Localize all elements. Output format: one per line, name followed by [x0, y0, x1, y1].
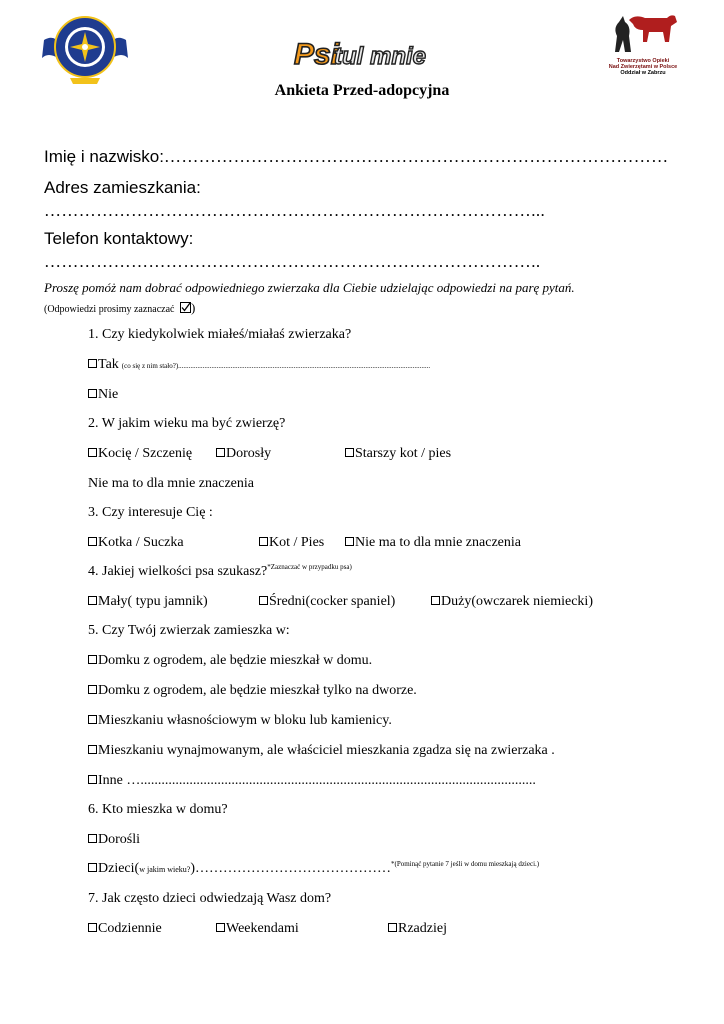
q6-opt2-age-note: w jakim wieku?: [139, 865, 191, 874]
q2-option-adult[interactable]: [216, 446, 271, 462]
q2-opt2-label: Dorosły: [226, 446, 272, 461]
checkbox[interactable]: [88, 745, 97, 754]
towarzystwo-emblem-logo: [40, 12, 130, 88]
toz-line-3: Oddział w Zabrzu: [620, 70, 666, 76]
dog-cat-silhouette-icon: [605, 12, 681, 56]
q2-opt3-label: Starszy kot / pies: [355, 446, 452, 461]
q7-opt3-label: Rzadziej: [398, 921, 447, 936]
question-3: 3. Czy interesuje Cię :: [88, 505, 213, 520]
hint-line: [44, 300, 195, 316]
checkbox[interactable]: [388, 923, 397, 932]
q4-text: 4. Jakiej wielkości psa szukasz?: [88, 564, 268, 579]
q5-opt4-label: Mieszkaniu wynajmowanym, ale właściciel mieszkania zgadza się na zwierzaka .: [98, 743, 555, 758]
q2-option-kitten-puppy[interactable]: [88, 446, 192, 462]
question-4: [88, 564, 352, 580]
psitul-mnie-logo: [290, 30, 440, 78]
q5-option-rented-flat[interactable]: [88, 743, 555, 759]
hint-close: ): [191, 300, 196, 315]
q5-opt3-label: Mieszkaniu własnościowym w bloku lub kamienicy.: [98, 713, 392, 728]
q7-opt1-label: Codziennie: [98, 921, 162, 936]
q6-option-adults[interactable]: [88, 832, 140, 848]
q4-option-small[interactable]: [88, 594, 208, 610]
toz-line-2: Nad Zwierzętami w Polsce: [608, 64, 678, 70]
q2-option-senior[interactable]: [345, 446, 451, 462]
checkbox[interactable]: [431, 596, 440, 605]
checkbox[interactable]: [88, 389, 97, 398]
toz-zabrze-logo: [605, 12, 681, 82]
q6-option-children[interactable]: [88, 861, 539, 877]
q4-option-medium[interactable]: [259, 594, 395, 610]
question-2: 2. W jakim wieku ma być zwierzę?: [88, 416, 286, 431]
question-6: 6. Kto mieszka w domu?: [88, 802, 228, 817]
checkbox[interactable]: [345, 537, 354, 546]
checkbox[interactable]: [88, 775, 97, 784]
checkbox[interactable]: [88, 834, 97, 843]
question-1: 1. Czy kiedykolwiek miałeś/miałaś zwierzaka?: [88, 327, 352, 342]
checked-box-icon: [180, 302, 191, 313]
question-5: 5. Czy Twój zwierzak zamieszka w:: [88, 623, 290, 638]
hint-text: (Odpowiedzi prosimy zaznaczać: [44, 304, 175, 315]
checkbox[interactable]: [88, 685, 97, 694]
checkbox[interactable]: [88, 596, 97, 605]
q4-opt1-label: Mały( typu jamnik): [98, 594, 208, 609]
q7-option-rarely[interactable]: [388, 921, 447, 937]
name-dots: ……………………………………………………………………………: [163, 147, 669, 166]
q1-no-label: Nie: [98, 387, 119, 402]
checkbox[interactable]: [259, 596, 268, 605]
checkbox[interactable]: [345, 448, 354, 457]
q7-opt2-label: Weekendami: [226, 921, 299, 936]
checkbox[interactable]: [88, 715, 97, 724]
address-label: Adres zamieszkania:: [44, 178, 201, 197]
logo-part-tul-mnie: tul mnie: [334, 43, 427, 70]
q3-option-no-matter[interactable]: [345, 535, 521, 551]
logo-part-psi: Psi: [294, 38, 340, 71]
checkbox[interactable]: [259, 537, 268, 546]
q7-option-daily[interactable]: [88, 921, 162, 937]
q6-opt2-label: Dzieci(: [98, 861, 140, 876]
q1-yes-note: (co się z nim stało?): [121, 362, 179, 370]
q2-opt1-label: Kocię / Szczenię: [98, 446, 193, 461]
checkbox[interactable]: [216, 448, 225, 457]
q3-option-female[interactable]: [88, 535, 184, 551]
q1-option-no[interactable]: [88, 387, 118, 403]
phone-label: Telefon kontaktowy:: [44, 229, 194, 248]
q1-yes-dots: ................................................................................................................................................: [178, 362, 431, 370]
q5-option-house-indoor[interactable]: [88, 653, 372, 669]
name-label: Imię i nazwisko:: [44, 147, 164, 166]
q5-opt2-label: Domku z ogrodem, ale będzie mieszkał tylko na dworze.: [98, 683, 417, 698]
toz-line-1: Towarzystwo Opieki: [616, 58, 670, 64]
q3-opt2-label: Kot / Pies: [269, 535, 325, 550]
question-7: 7. Jak często dzieci odwiedzają Wasz dom?: [88, 891, 332, 906]
q7-option-weekends[interactable]: [216, 921, 299, 937]
checkbox[interactable]: [88, 359, 97, 368]
checkbox[interactable]: [88, 863, 97, 872]
q4-note: *Zaznaczać w przypadku psa): [267, 563, 352, 571]
q5-option-owned-flat[interactable]: [88, 713, 392, 729]
q6-opt2-dots: )……………………………………: [190, 861, 391, 876]
name-field[interactable]: [44, 147, 669, 167]
q4-opt2-label: Średni(cocker spaniel): [269, 594, 396, 609]
q3-option-male[interactable]: [259, 535, 324, 551]
checkbox[interactable]: [216, 923, 225, 932]
phone-dots-line[interactable]: …………………………………………………………………………..: [44, 252, 541, 271]
q5-opt5-label: Inne ….................................................................................................................: [98, 773, 536, 788]
intro-text: Proszę pomóż nam dobrać odpowiedniego zwierzaka dla Ciebie udzielając odpowiedzi na parę pytań.: [44, 280, 575, 295]
q1-option-yes[interactable]: [88, 357, 430, 373]
q6-opt1-label: Dorośli: [98, 832, 140, 847]
q5-option-house-outdoor[interactable]: [88, 683, 417, 699]
q6-skip-note: *(Pominąć pytanie 7 jeśli w domu mieszkają dzieci.): [390, 860, 540, 868]
q1-yes-label: Tak: [98, 357, 119, 372]
q5-option-other[interactable]: [88, 773, 536, 789]
address-dots-line[interactable]: …………………………………………………………………………...: [44, 201, 546, 220]
q3-opt1-label: Kotka / Suczka: [98, 535, 184, 550]
q5-opt1-label: Domku z ogrodem, ale będzie mieszkał w domu.: [98, 653, 373, 668]
checkbox[interactable]: [88, 923, 97, 932]
q3-opt3-label: Nie ma to dla mnie znaczenia: [355, 535, 521, 550]
q2-option-no-matter: Nie ma to dla mnie znaczenia: [88, 476, 254, 491]
q4-opt3-label: Duży(owczarek niemiecki): [441, 594, 593, 609]
q4-option-large[interactable]: [431, 594, 593, 610]
checkbox[interactable]: [88, 655, 97, 664]
page-title: Ankieta Przed-adopcyjna: [274, 82, 450, 99]
checkbox[interactable]: [88, 537, 97, 546]
checkbox[interactable]: [88, 448, 97, 457]
